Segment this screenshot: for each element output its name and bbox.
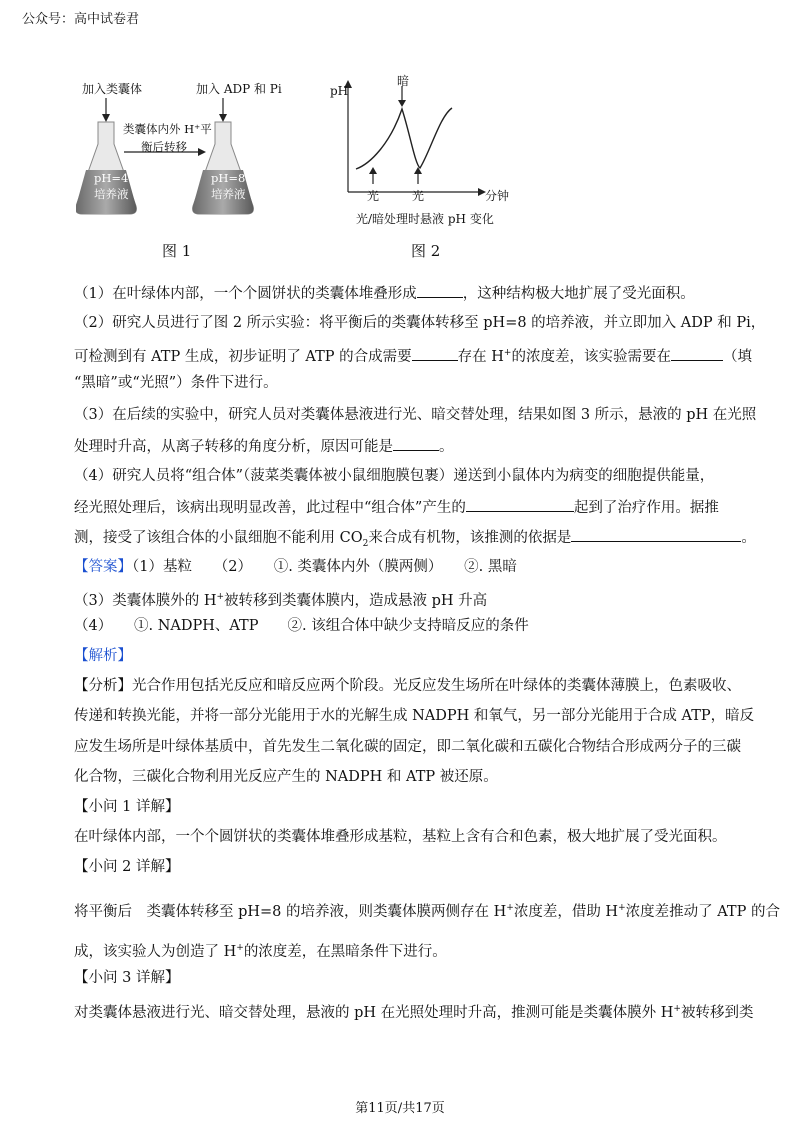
fig1-add-thylakoid-label: 加入类囊体 <box>82 82 143 96</box>
subquestion-1-text: 在叶绿体内部，一个个圆饼状的类囊体堆叠形成基粒，基粒上含有合和色素，极大地扩展了受光面积。 <box>74 829 727 845</box>
page-footer: 第11页/共17页 <box>355 1101 445 1116</box>
fig1-caption: 图 1 <box>162 242 192 260</box>
fig1-flask1-medium: 培养液 <box>94 187 129 201</box>
fig1-flasks-drawing <box>76 92 286 222</box>
page-header: 公众号：高中试卷君 <box>22 12 140 27</box>
subquestion-1-heading: 【小问 1 详解】 <box>74 799 180 815</box>
analysis-para-2: 传递和转换光能，并将一部分光能用于水的光解生成 NADPH 和氧气，另一部分光能用于合成 ATP，暗反 <box>74 708 755 724</box>
analysis-para-4: 化合物，三碳化合物利用光反应产生的 NADPH 和 ATP 被还原。 <box>74 769 498 785</box>
subquestion-2-text-1: 将平衡后 类囊体转移至 pH=8 的培养液，则类囊体膜两侧存在 H+浓度差，借助 H+浓度差推动了 ATP 的合 <box>74 903 780 920</box>
fig2-subtitle: 光/暗处理时悬液 pH 变化 <box>356 212 494 226</box>
question-2-line-3: “黑暗”或“光照”）条件下进行。 <box>74 375 278 391</box>
fig1-arrow-label-top: 类囊体内外 H⁺平 <box>123 122 212 136</box>
question-2-line-2: 可检测到有 ATP 生成，初步证明了 ATP 的合成需要 存在 H+的浓度差，该实验需要在 （填 <box>74 343 752 367</box>
analysis-tag: 【解析】 <box>74 648 132 664</box>
fig2-light-label-1: 光 <box>367 189 380 203</box>
fig1-arrow-label-bottom: 衡后转移 <box>141 140 187 154</box>
question-4-line-3: 测，接受了该组合体的小鼠细胞不能利用 $CO_2$来合成有机物，该推测的依据是 。 <box>74 527 756 554</box>
subquestion-2-text-2: 成，该实验人为创造了 H+的浓度差，在黑暗条件下进行。 <box>74 943 447 960</box>
fig1-add-adp-label: 加入 ADP 和 Pi <box>196 82 282 96</box>
answer-tag: 【答案】 <box>74 559 132 575</box>
question-2-line-1: （2）研究人员进行了图 2 所示实验：将平衡后的类囊体转移至 pH=8 的培养液，并立即加入 ADP 和 Pi， <box>74 315 766 331</box>
question-3-line-1: （3）在后续的实验中，研究人员对类囊体悬液进行光、暗交替处理，结果如图 3 所示，悬液的 pH 在光照 <box>74 407 757 423</box>
fig1-flask2-medium: 培养液 <box>211 187 246 201</box>
analysis-para-1: 【分析】光合作用包括光反应和暗反应两个阶段。光反应发生场所在叶绿体的类囊体薄膜上，色素吸收、 <box>74 678 741 694</box>
fig2-light-label-2: 光 <box>412 189 425 203</box>
fig2-dark-label: 暗 <box>397 74 410 88</box>
analysis-para-3: 应发生场所是叶绿体基质中，首先发生二氧化碳的固定，即二氧化碳和五碳化合物结合形成两分子的三碳 <box>74 739 741 755</box>
question-4-line-2: 经光照处理后，该病出现明显改善，此过程中“组合体”产生的 起到了治疗作用。据推 <box>74 497 719 518</box>
answer-line-4: （4） ①. NADPH、ATP ②. 该组合体中缺少支持暗反应的条件 <box>74 618 529 634</box>
question-1: （1）在叶绿体内部，一个个圆饼状的类囊体堆叠形成 ，这种结构极大地扩展了受光面积。 <box>74 283 695 304</box>
subquestion-3-heading: 【小问 3 详解】 <box>74 970 180 986</box>
question-4-line-1: （4）研究人员将“组合体”（菠菜类囊体被小鼠细胞膜包裹）递送到小鼠体内为病变的细胞提供能量， <box>74 468 715 484</box>
fig2-y-axis-label: pH <box>330 84 349 98</box>
answer-line-1: 【答案】（1）基粒 （2） ①. 类囊体内外（膜两侧） ②. 黑暗 <box>74 559 517 575</box>
answer-line-3: （3）类囊体膜外的 H+被转移到类囊体膜内，造成悬液 pH 升高 <box>74 592 488 609</box>
fig1-flask1-ph: pH=4 <box>94 171 129 185</box>
fig2-x-axis-label: 分钟 <box>485 189 510 203</box>
fig1-flask2-ph: pH=8 <box>211 171 246 185</box>
subquestion-3-text: 对类囊体悬液进行光、暗交替处理，悬液的 pH 在光照处理时升高，推测可能是类囊体膜外 H+被转移到类 <box>74 1004 754 1021</box>
subquestion-2-heading: 【小问 2 详解】 <box>74 859 180 875</box>
fig2-caption: 图 2 <box>411 242 441 260</box>
question-3-line-2: 处理时升高，从离子转移的角度分析，原因可能是 。 <box>74 436 454 457</box>
